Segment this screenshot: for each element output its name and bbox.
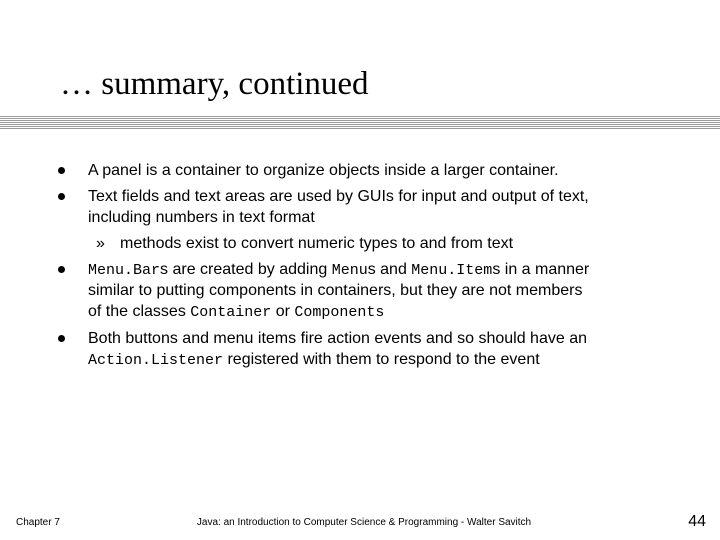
bullet-text-line	[88, 301, 688, 322]
code-actionlistener: Action.Listener	[88, 352, 224, 369]
bullet-dot-icon	[58, 167, 65, 174]
sub-bullet-text: methods exist to convert numeric types to and from text	[120, 235, 514, 252]
footer-chapter: Chapter 7	[16, 517, 60, 528]
bullet-text: A panel is a container to organize objects inside a larger container.	[88, 162, 559, 179]
code-components: Components	[294, 304, 385, 321]
text-fragment: of the classes	[88, 303, 191, 320]
bullet-text-line: including numbers in text format	[88, 209, 315, 226]
sub-bullet-marker: »	[96, 235, 105, 252]
title-rule-divider	[0, 116, 720, 129]
bullet-text-line	[88, 259, 688, 280]
text-fragment: s in a manner	[492, 261, 590, 278]
code-menu: Menu	[331, 262, 368, 279]
text-fragment: registered with them to respond to the event	[223, 351, 540, 368]
bullet-text-line	[88, 349, 688, 370]
code-menubar: Menu.Bar	[88, 262, 161, 279]
text-fragment: s and	[367, 261, 412, 278]
bullet-text-line: Text fields and text areas are used by GUIs for input and output of text,	[88, 188, 589, 205]
text-fragment: s are created by adding	[160, 261, 332, 278]
bullet-dot-icon	[58, 193, 65, 200]
slide-title: … summary, continued	[60, 66, 369, 102]
footer-book-title: Java: an Introduction to Computer Science & Programming - Walter Savitch	[196, 517, 532, 528]
bullet-dot-icon	[58, 266, 65, 273]
bullet-text-line: similar to putting components in containers, but they are not members	[88, 282, 583, 299]
sub-bullet-methods	[96, 233, 513, 254]
code-container: Container	[190, 304, 272, 321]
page-number: 44	[688, 513, 706, 530]
bullet-text-line: Both buttons and menu items fire action events and so should have an	[88, 330, 587, 347]
text-fragment: or	[271, 303, 295, 320]
bullet-dot-icon	[58, 335, 65, 342]
code-menuitem: Menu.Item	[411, 262, 493, 279]
